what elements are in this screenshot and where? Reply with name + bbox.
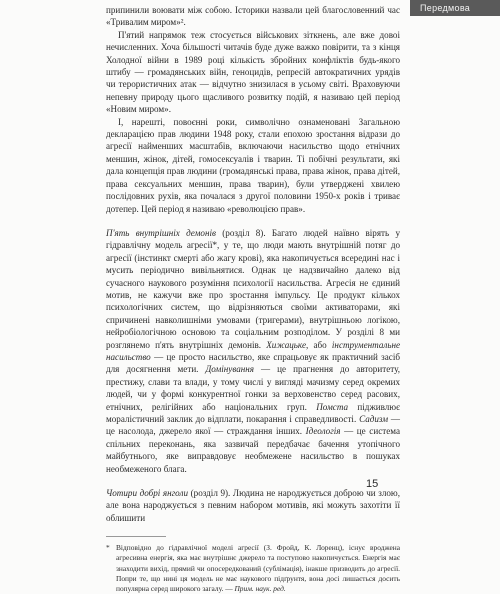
demons-paragraph	[106, 227, 400, 475]
italic-term: Домінування	[205, 364, 255, 375]
page-number: 15	[366, 478, 379, 490]
italic-term: Чотири добрі янголи	[106, 488, 189, 499]
text-run: підживлює моралістичний заклик до відплати, покарання і справедливості.	[106, 401, 400, 424]
text-run: (розділ 8). Багато людей наївно вірять у гідравлічну модель агресії*, у те, що люди мають внутрішній потяг до агресії (інстинкт смерті або жагу крові), яка накопичується всередині нас і мусить періодично вивільнятися. Однак це надзвичайно далеко від сучасного наукового розуміння психології насильства. Агресія не єдиний мотив, не кажучи вже про зростання імпульсу. Це продукт кількох психологічних систем, що відрізняються своїми активаторами, які спричинені навколишніми умовами (тригерами), внутрішньою логікою, нейробіологічною основою та соціальним розподілом. У розділі 8 ми розглянемо п'ять внутрішніх демонів.	[106, 227, 400, 350]
paragraph: І, нарешті, повоєнні роки, символічно ознаменовані Загальною декларацією прав людини 1948 року, стали епохою зростання відрази до агресії найменших масштабів, включаючи насильство щодо етнічних меншин, жінок, дітей, гомосексуалів і тварин. Ті побічні результати, які дала концепція прав людини (громадянські права, права жінок, права дітей, права сексуальних меншин, права тварин), були утверджені хвилею послідовних рухів, яка почалася з другої половини 1950-х років і триває дотепер. Цей період я називаю «революцією прав».	[106, 116, 400, 214]
footnote-text: Відповідно до гідравлічної моделі агресії (З. Фройд, К. Лоренц), існує вроджена агресивна енергія, яка має внутрішнє джерело та поступово накопичується. Енергія має знаходити вихід, прямий чи опосередкований (сублімація), інакше призводить до агресії. Попри те, що нині ця модель не має наукового підґрунтя, вона досі лишається досить популярна серед широкого загалу. —	[116, 543, 400, 594]
text-run: (розділ 9). Людина не народжується доброю чи злою, але вона народжується з певним набором мотивів, які можуть захотіти її облишити	[106, 488, 400, 523]
footnote-mark: *	[106, 543, 110, 553]
text-run: — це система спільних переконань, яка зазвичай передбачає бачення утопічного майбутнього, яке виправдовує необмежене насильство в пошуках необмеженого блага.	[106, 426, 400, 474]
text-run: — це прагнення до авторитету, престижу, слави та влади, у тому числі у вигляді мачизму серед окремих людей, чи у формі конкурентної гонки за верховенство серед расових, етнічних, релігійних або національних груп.	[106, 364, 400, 412]
italic-term: Хижацьке	[266, 339, 306, 350]
footnote-divider	[106, 536, 166, 537]
italic-term: П'ять внутрішніх демонів	[106, 227, 216, 238]
page-body	[106, 4, 400, 594]
angels-paragraph	[106, 487, 400, 524]
footnote-credit: Прим. наук. ред.	[234, 584, 286, 594]
footnote	[106, 543, 400, 594]
section-title: Передмова	[420, 3, 471, 13]
italic-term: інструментальне насильство	[106, 339, 401, 362]
italic-term: Помста	[316, 401, 349, 412]
paragraph: П'ятий напрямок теж стосується військових зіткнень, але вже довоі нечисленних. Хоча більшості читачів буде дуже важко повірити, та з кінця Холодної війни в 1989 році кількість збройних конфліктів будь-якого штибу — громадянських війн, геноцидів, репресій автократичних урядів чи терористичних атак — відчутно знизилася в усьому світі. Враховуючи непевну природу цього щасливого розвитку подій, я називаю цей період «Новим миром».	[106, 29, 400, 115]
text-run: — це насолода, джерело якої — страждання інших.	[106, 414, 400, 437]
paragraph: припинили воювати між собою. Історики назвали цей благословенний час «Тривалим миром»².	[106, 5, 400, 28]
text-run: , або	[306, 339, 332, 350]
italic-term: Садизм	[359, 414, 389, 424]
text-run: — це просто насильство, яке спрацьовує як практичний засіб для досягнення мети.	[106, 351, 400, 375]
italic-term: Ідеологія	[305, 426, 341, 437]
section-header-tab	[410, 0, 500, 16]
